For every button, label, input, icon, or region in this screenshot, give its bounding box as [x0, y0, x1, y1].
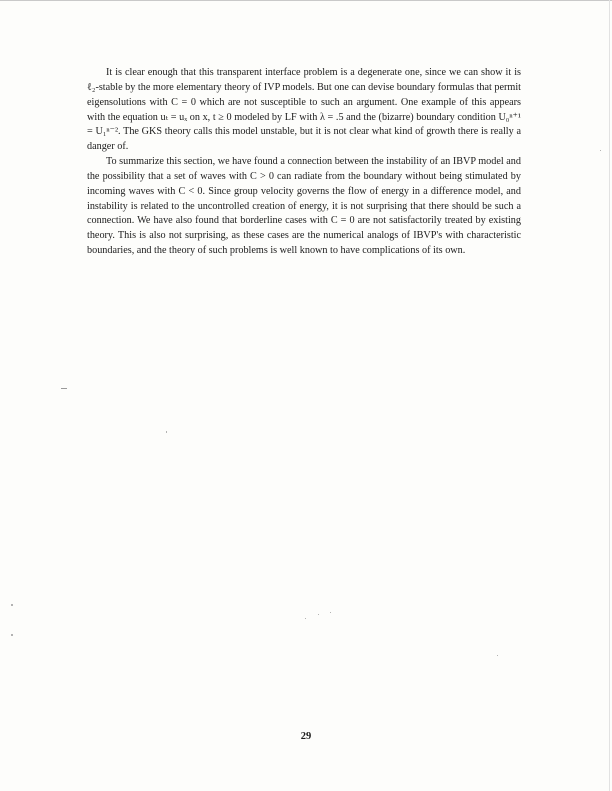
scan-speck [11, 634, 13, 636]
scan-speck [600, 150, 601, 151]
scan-speck [318, 614, 319, 615]
scan-edge-line-top [0, 0, 612, 1]
body-text [87, 66, 521, 259]
scan-speck [166, 431, 167, 433]
paragraph-summary: To summarize this section, we have found a connection between the instability of an IBVP model and the possibility that a set of waves with C > 0 can radiate from the boundary without being stimulated by incoming waves with C < 0. Since group velocity governs the flow of energy in a difference model, and instability is related to the uncontrolled creation of energy, it is not surprising that there should be such a connection. We have also found that borderline cases with C = 0 are not satisfactorily treated by existing theory. This is also not surprising, as these cases are the numerical analogs of IBVP's with characteristic boundaries, and the theory of such problems is well known to have complications of its own. [87, 156, 521, 257]
page-number: 29 [300, 731, 312, 742]
scan-speck [330, 612, 331, 613]
scan-speck [305, 618, 306, 619]
paragraph-transparent-interface: It is clear enough that this transparent interface problem is a degenerate one, since we can show it is ℓ₂-stable by the more elementary theory of IVP models. But one can devise boundary formulas that permit eigensolutions with C = 0 which are not susceptible to such an argument. One example of this appears with the equation uₜ = uₓ on x, t ≥ 0 modeled by LF with λ = .5 and the (bizarre) boundary condition U₀ⁿ⁺¹ = U₁ⁿ⁻². The GKS theory calls this model unstable, but it is not clear what kind of growth there is really a danger of. [87, 67, 521, 153]
scan-speck [61, 388, 67, 389]
scan-speck [11, 604, 13, 606]
scan-edge-line-right [609, 0, 610, 791]
scan-speck [497, 655, 498, 656]
